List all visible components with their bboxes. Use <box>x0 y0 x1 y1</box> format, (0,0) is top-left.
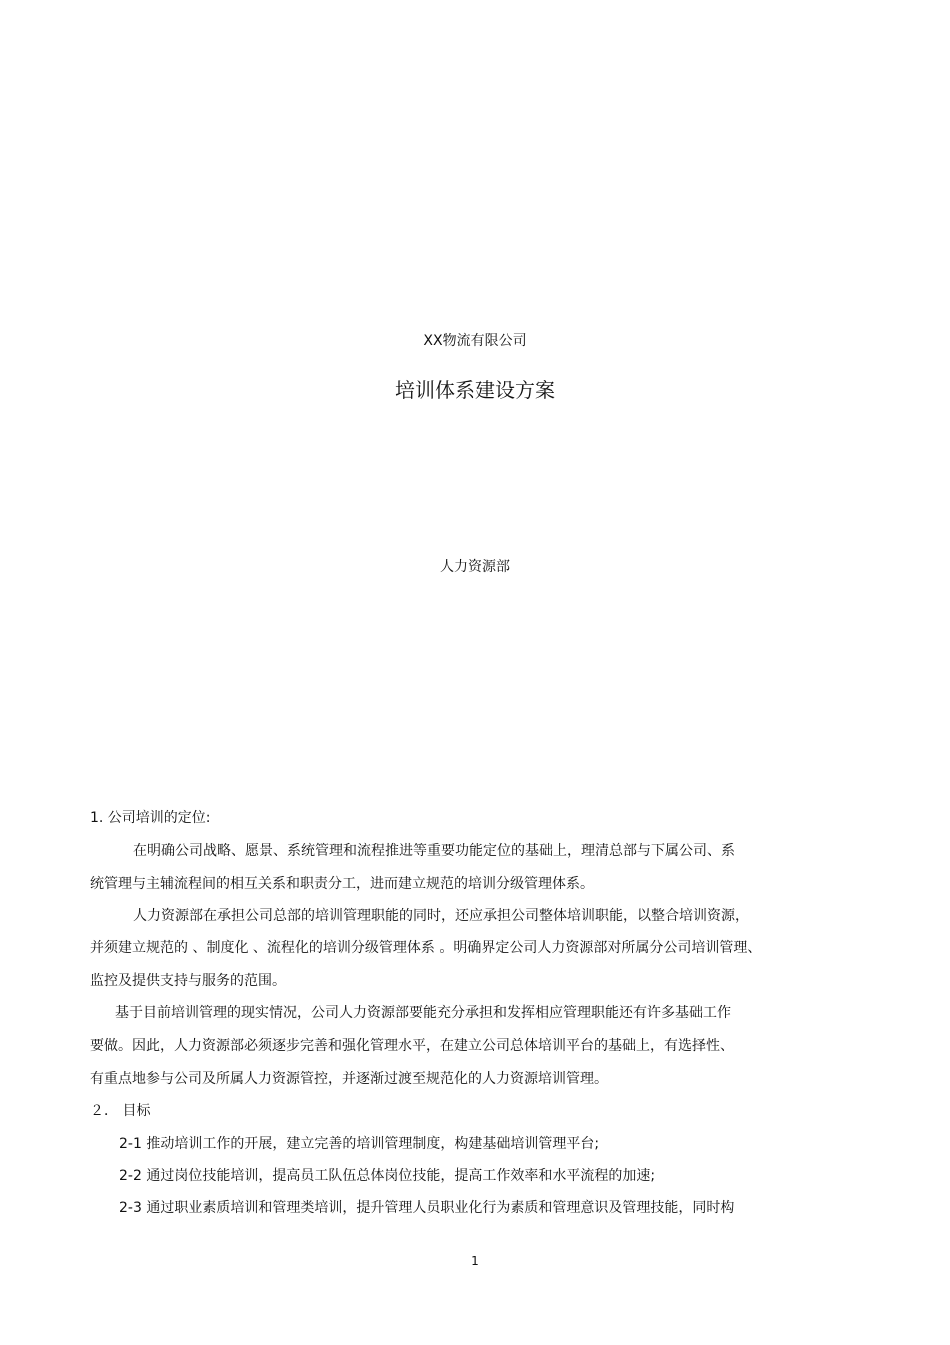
section1-para2-line1: 人力资源部在承担公司总部的培训管理职能的同时，还应承担公司整体培训职能，以整合培训资源， <box>133 908 749 924</box>
section2-heading: ２． 目标 <box>90 1103 151 1119</box>
section1-para2-line2: 并须建立规范的 、制度化 、流程化的培训分级管理体系 。明确界定公司人力资源部对所属分公司培训管理、 <box>90 940 762 956</box>
section2-item-2: 2-2 通过岗位技能培训，提高员工队伍总体岗位技能，提高工作效率和水平流程的加速; <box>119 1168 656 1184</box>
section1-para3-line3: 有重点地参与公司及所属人力资源管控，并逐渐过渡至规范化的人力资源培训管理。 <box>90 1071 608 1087</box>
company-name: XX物流有限公司 <box>423 333 527 349</box>
section1-heading: 1. 公司培训的定位: <box>90 810 211 826</box>
section1-para1-line2: 统管理与主辅流程间的相互关系和职责分工，进而建立规范的培训分级管理体系。 <box>90 876 594 892</box>
section2-item-1: 2-1 推动培训工作的开展，建立完善的培训管理制度，构建基础培训管理平台; <box>119 1136 600 1152</box>
document-title: 培训体系建设方案 <box>395 378 555 402</box>
section2-item-3: 2-3 通过职业素质培训和管理类培训，提升管理人员职业化行为素质和管理意识及管理技能，同时构 <box>119 1200 735 1216</box>
section1-para1-line1: 在明确公司战略、愿景、系统管理和流程推进等重要功能定位的基础上，理清总部与下属公司、系 <box>133 843 735 859</box>
section1-para3-line1: 基于目前培训管理的现实情况，公司人力资源部要能充分承担和发挥相应管理职能还有许多基础工作 <box>115 1005 731 1021</box>
department-name: 人力资源部 <box>440 559 510 575</box>
section1-para3-line2: 要做。因此，人力资源部必须逐步完善和强化管理水平，在建立公司总体培训平台的基础上，有选择性、 <box>90 1038 734 1054</box>
section1-para2-line3: 监控及提供支持与服务的范围。 <box>90 973 286 989</box>
page-number: 1 <box>471 1254 479 1268</box>
